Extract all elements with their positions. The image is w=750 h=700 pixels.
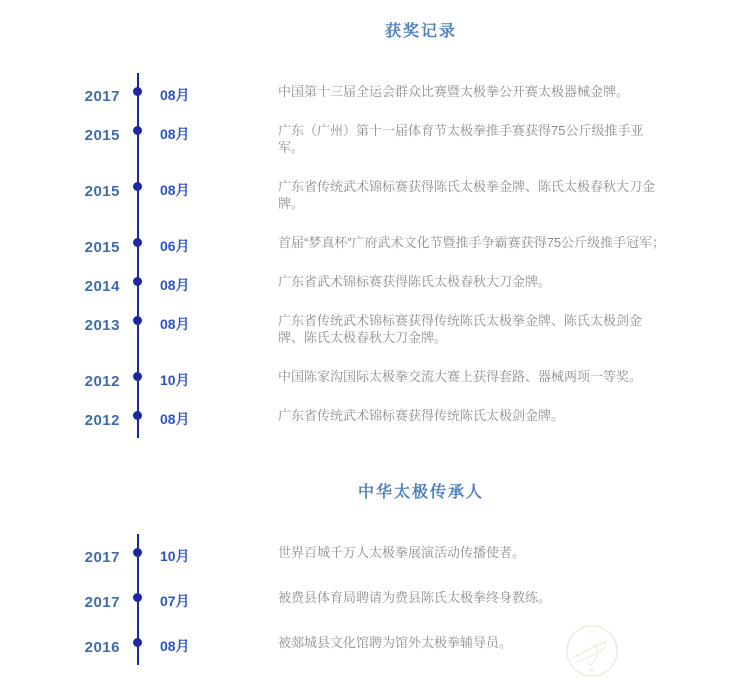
entry-node bbox=[120, 589, 160, 606]
timeline-entry bbox=[0, 368, 750, 390]
timeline-dot-icon bbox=[133, 411, 142, 420]
timeline-rows bbox=[0, 83, 750, 429]
timeline-section bbox=[0, 483, 750, 665]
timeline-entry bbox=[0, 273, 750, 295]
entry-node bbox=[120, 273, 160, 290]
entry-description: 被郯城县文化馆聘为馆外太极拳辅导员。 bbox=[278, 635, 513, 650]
entry-year: 2012 bbox=[84, 412, 120, 429]
timeline-entry bbox=[0, 589, 750, 611]
entry-year: 2015 bbox=[84, 239, 120, 256]
timeline-entry bbox=[0, 234, 750, 256]
timeline-dot-icon bbox=[133, 372, 142, 381]
timeline-dot-icon bbox=[133, 238, 142, 247]
entry-node bbox=[120, 122, 160, 156]
entry-month: 10月 bbox=[160, 372, 190, 388]
entry-year: 2017 bbox=[84, 594, 120, 611]
timeline-dot-icon bbox=[133, 593, 142, 602]
entry-description: 广东省传统武术锦标赛获得传统陈氏太极剑金牌。 bbox=[278, 408, 565, 423]
entry-description: 广东省武术锦标赛获得陈氏太极春秋大刀金牌。 bbox=[278, 274, 552, 289]
entry-month: 08月 bbox=[160, 638, 190, 654]
timeline bbox=[0, 534, 750, 665]
timeline-entry bbox=[0, 407, 750, 429]
entry-year: 2017 bbox=[84, 88, 120, 105]
entry-description: 首届“梦真杯”广府武术文化节暨推手争霸赛获得75公斤级推手冠军； bbox=[278, 235, 666, 250]
entry-description: 被费县体育局聘请为费县陈氏太极拳终身教练。 bbox=[278, 590, 552, 605]
entry-description: 广东省传统武术锦标赛获得陈氏太极拳金牌、陈氏太极春秋大刀金牌。 bbox=[278, 179, 656, 211]
timeline-dot-icon bbox=[133, 316, 142, 325]
entry-month: 07月 bbox=[160, 593, 190, 609]
timeline-entry bbox=[0, 178, 750, 212]
timeline-dot-icon bbox=[133, 638, 142, 647]
entry-description: 中国第十三届全运会群众比赛暨太极拳公开赛太极器械金牌。 bbox=[278, 84, 630, 99]
timeline bbox=[0, 73, 750, 438]
timeline-entry bbox=[0, 634, 750, 656]
entry-description: 广东（广州）第十一届体育节太极拳推手赛获得75公斤级推手亚军。 bbox=[278, 123, 644, 155]
entry-node bbox=[120, 83, 160, 100]
timeline-dot-icon bbox=[133, 87, 142, 96]
entry-node bbox=[120, 407, 160, 424]
entry-month: 08月 bbox=[160, 316, 190, 332]
timeline-entry bbox=[0, 312, 750, 346]
entry-month: 08月 bbox=[160, 182, 190, 198]
entry-node bbox=[120, 368, 160, 385]
entry-description: 中国陈家沟国际太极拳交流大赛上获得套路、器械两项一等奖。 bbox=[278, 369, 643, 384]
entry-month: 08月 bbox=[160, 411, 190, 427]
entry-node bbox=[120, 234, 160, 251]
entry-year: 2013 bbox=[84, 317, 120, 334]
entry-description: 世界百城千万人太极拳展演活动传播使者。 bbox=[278, 545, 526, 560]
entry-year: 2012 bbox=[84, 373, 120, 390]
entry-year: 2014 bbox=[84, 278, 120, 295]
entry-month: 08月 bbox=[160, 277, 190, 293]
entry-year: 2015 bbox=[84, 183, 120, 200]
entry-month: 06月 bbox=[160, 238, 190, 254]
entry-description: 广东省传统武术锦标赛获得传统陈氏太极拳金牌、陈氏太极剑金牌、陈氏太极春秋大刀金牌。 bbox=[278, 313, 643, 345]
section-title: 获奖记录 bbox=[384, 23, 457, 40]
timeline-entry bbox=[0, 83, 750, 105]
timeline-rows bbox=[0, 544, 750, 656]
timeline-dot-icon bbox=[133, 126, 142, 135]
entry-year: 2016 bbox=[84, 639, 120, 656]
timeline-dot-icon bbox=[133, 182, 142, 191]
entry-month: 10月 bbox=[160, 548, 190, 564]
timeline-entry bbox=[0, 122, 750, 156]
entry-month: 08月 bbox=[160, 87, 190, 103]
entry-month: 08月 bbox=[160, 126, 190, 142]
timeline-dot-icon bbox=[133, 548, 142, 557]
section-title: 中华太极传承人 bbox=[357, 484, 484, 501]
entry-year: 2015 bbox=[84, 127, 120, 144]
entry-node bbox=[120, 544, 160, 561]
entry-year: 2017 bbox=[84, 549, 120, 566]
entry-node bbox=[120, 634, 160, 651]
timeline-section bbox=[0, 22, 750, 438]
entry-node bbox=[120, 312, 160, 346]
timeline-entry bbox=[0, 544, 750, 566]
timeline-dot-icon bbox=[133, 277, 142, 286]
entry-node bbox=[120, 178, 160, 212]
